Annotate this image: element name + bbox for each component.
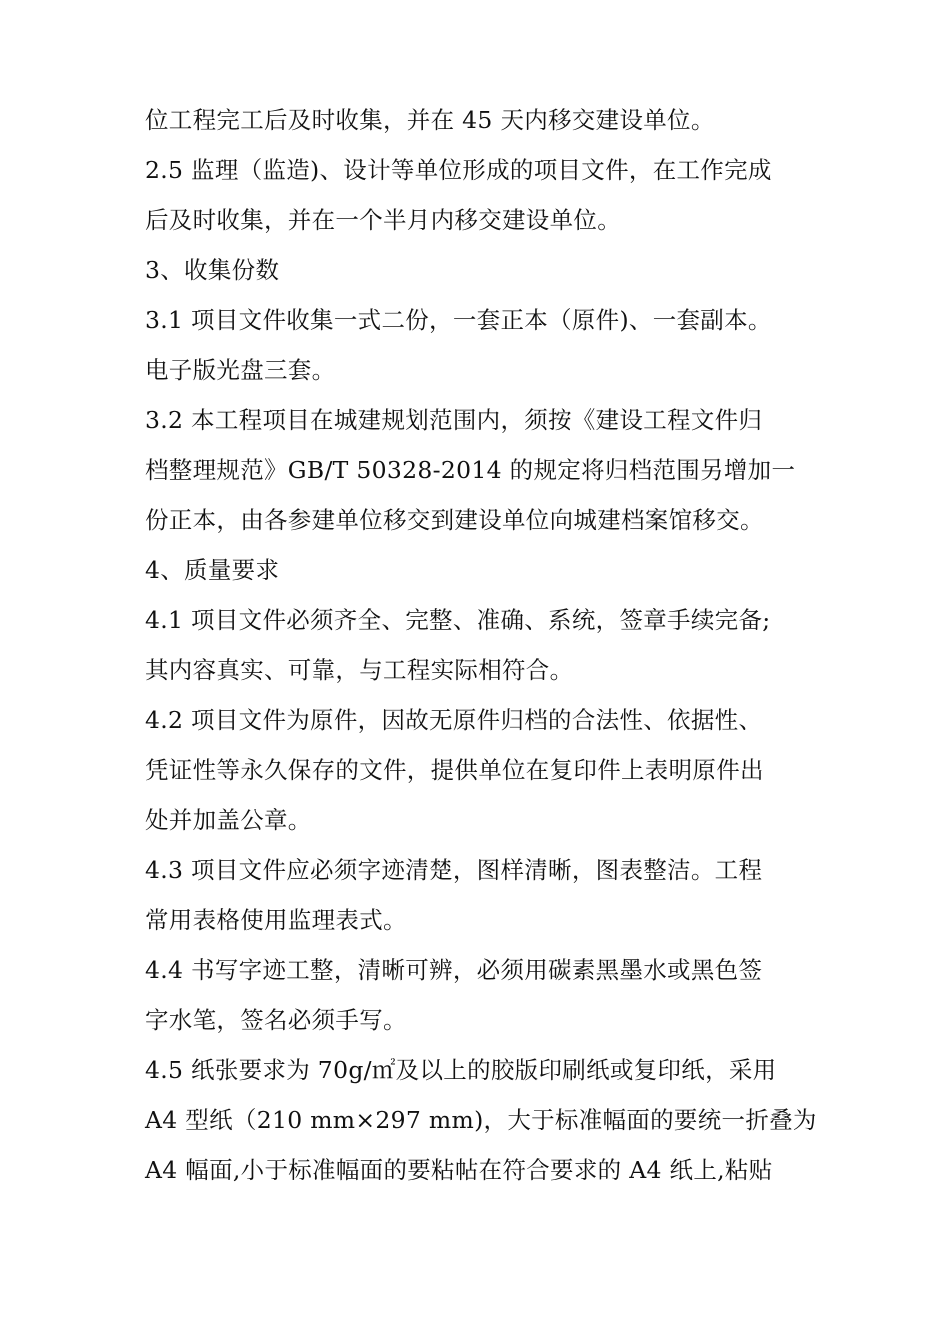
text-line: 其内容真实、可靠，与工程实际相符合。 [145,656,574,684]
text-line: 处并加盖公章。 [145,806,312,834]
text-line: 2.5 监理（监造)、设计等单位形成的项目文件，在工作完成 [145,156,772,184]
document-body [145,95,815,1195]
text-line: 4.2 项目文件为原件，因故无原件归档的合法性、依据性、 [145,706,763,734]
text-line: 档整理规范》GB/T 50328-2014 的规定将归档范围另增加一 [145,456,796,484]
text-line: 4.1 项目文件必须齐全、完整、准确、系统，签章手续完备; [145,606,771,634]
text-line: 份正本，由各参建单位移交到建设单位向城建档案馆移交。 [145,506,764,534]
text-line: 4.3 项目文件应必须字迹清楚，图样清晰，图表整洁。工程 [145,856,763,884]
text-line: 常用表格使用监理表式。 [145,906,407,934]
text-line: 字水笔，签名必须手写。 [145,1006,407,1034]
text-line: 凭证性等永久保存的文件，提供单位在复印件上表明原件出 [145,756,764,784]
text-line: A4 型纸（210 mm×297 mm)，大于标准幅面的要统一折叠为 [145,1106,817,1134]
text-line: 4.4 书写字迹工整，清晰可辨，必须用碳素黑墨水或黑色签 [145,956,763,984]
text-line: 后及时收集，并在一个半月内移交建设单位。 [145,206,621,234]
text-line: 电子版光盘三套。 [145,356,336,384]
text-line: 3.1 项目文件收集一式二份，一套正本（原件)、一套副本。 [145,306,772,334]
text-line: 3.2 本工程项目在城建规划范围内，须按《建设工程文件归 [145,406,763,434]
text-line: A4 幅面,小于标准幅面的要粘帖在符合要求的 A4 纸上,粘贴 [145,1156,773,1184]
section-heading: 4、质量要求 [145,556,280,584]
text-line: 位工程完工后及时收集，并在 45 天内移交建设单位。 [145,106,715,134]
section-heading: 3、收集份数 [145,256,280,284]
text-line: 4.5 纸张要求为 70g/㎡及以上的胶版印刷纸或复印纸，采用 [145,1056,777,1084]
